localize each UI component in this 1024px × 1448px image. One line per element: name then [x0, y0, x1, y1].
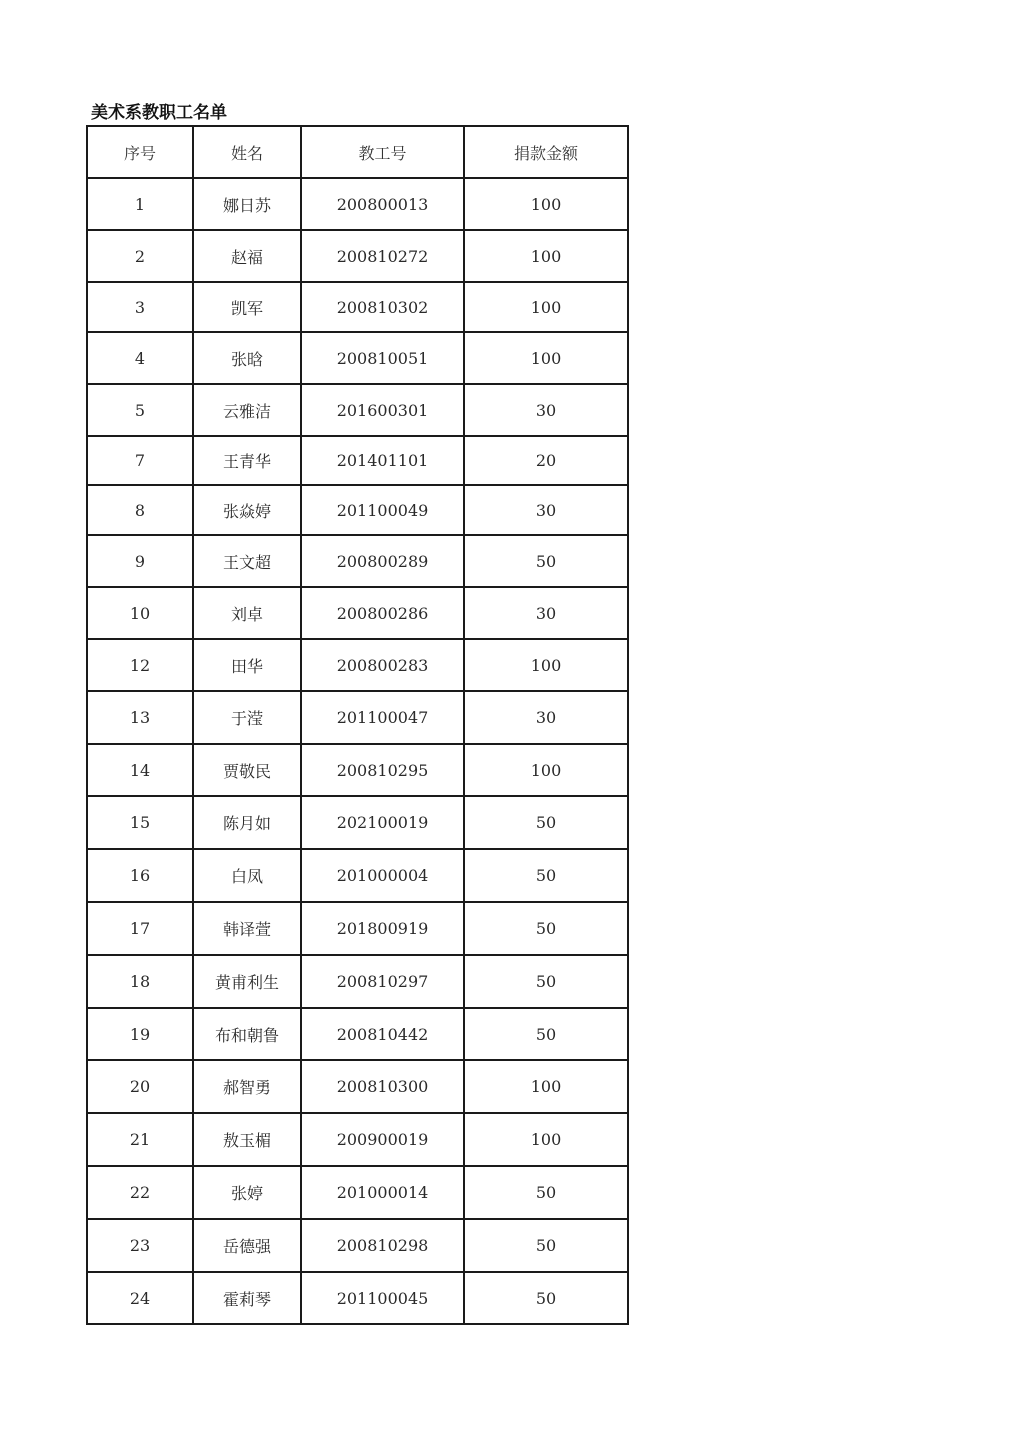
cell-name: 王青华: [193, 436, 301, 485]
table-row: [87, 384, 628, 436]
cell-staff-id: 200800286: [301, 587, 464, 639]
cell-index: 13: [87, 691, 193, 744]
table-row: [87, 639, 628, 691]
cell-index: 15: [87, 796, 193, 849]
table-row: [87, 796, 628, 849]
table-row: [87, 587, 628, 639]
cell-index: 19: [87, 1008, 193, 1060]
cell-amount: 100: [464, 230, 628, 282]
cell-index: 16: [87, 849, 193, 902]
cell-amount: 50: [464, 955, 628, 1008]
table-row: [87, 230, 628, 282]
cell-index: 8: [87, 485, 193, 535]
cell-staff-id: 200810302: [301, 282, 464, 332]
header-row: [87, 126, 628, 178]
cell-staff-id: 200810442: [301, 1008, 464, 1060]
cell-staff-id: 200810298: [301, 1219, 464, 1272]
cell-index: 4: [87, 332, 193, 384]
cell-index: 2: [87, 230, 193, 282]
cell-name: 张晗: [193, 332, 301, 384]
table-row: [87, 332, 628, 384]
cell-name: 布和朝鲁: [193, 1008, 301, 1060]
header-staff-id: 教工号: [301, 126, 464, 178]
cell-index: 1: [87, 178, 193, 230]
cell-amount: 50: [464, 902, 628, 955]
cell-name: 刘卓: [193, 587, 301, 639]
cell-index: 17: [87, 902, 193, 955]
table-row: [87, 1272, 628, 1324]
cell-amount: 50: [464, 796, 628, 849]
table-row: [87, 1060, 628, 1113]
document-title: 美术系教职工名单: [91, 103, 227, 123]
cell-amount: 100: [464, 178, 628, 230]
cell-staff-id: 201100049: [301, 485, 464, 535]
cell-index: 21: [87, 1113, 193, 1166]
cell-staff-id: 202100019: [301, 796, 464, 849]
header-amount: 捐款金额: [464, 126, 628, 178]
cell-name: 黄甫利生: [193, 955, 301, 1008]
header-name: 姓名: [193, 126, 301, 178]
cell-name: 敖玉楣: [193, 1113, 301, 1166]
table-row: [87, 744, 628, 796]
cell-index: 10: [87, 587, 193, 639]
cell-name: 岳德强: [193, 1219, 301, 1272]
staff-donation-table: [86, 125, 629, 1325]
table-row: [87, 1166, 628, 1219]
cell-staff-id: 201100045: [301, 1272, 464, 1324]
cell-index: 23: [87, 1219, 193, 1272]
cell-name: 霍莉琴: [193, 1272, 301, 1324]
cell-staff-id: 201000014: [301, 1166, 464, 1219]
cell-index: 3: [87, 282, 193, 332]
table-row: [87, 1008, 628, 1060]
table-row: [87, 691, 628, 744]
cell-staff-id: 200800289: [301, 535, 464, 587]
cell-staff-id: 201600301: [301, 384, 464, 436]
cell-staff-id: 200810297: [301, 955, 464, 1008]
cell-amount: 100: [464, 332, 628, 384]
cell-amount: 100: [464, 282, 628, 332]
cell-staff-id: 200810300: [301, 1060, 464, 1113]
table-row: [87, 535, 628, 587]
cell-amount: 100: [464, 744, 628, 796]
cell-amount: 100: [464, 1060, 628, 1113]
cell-staff-id: 200810272: [301, 230, 464, 282]
cell-index: 22: [87, 1166, 193, 1219]
cell-index: 14: [87, 744, 193, 796]
cell-name: 韩译萱: [193, 902, 301, 955]
cell-index: 24: [87, 1272, 193, 1324]
cell-amount: 50: [464, 1272, 628, 1324]
cell-name: 贾敬民: [193, 744, 301, 796]
table-row: [87, 178, 628, 230]
cell-staff-id: 201401101: [301, 436, 464, 485]
cell-amount: 100: [464, 639, 628, 691]
header-index: 序号: [87, 126, 193, 178]
cell-amount: 50: [464, 1008, 628, 1060]
cell-name: 白凤: [193, 849, 301, 902]
cell-amount: 50: [464, 1166, 628, 1219]
cell-amount: 30: [464, 485, 628, 535]
cell-name: 陈月如: [193, 796, 301, 849]
cell-staff-id: 201800919: [301, 902, 464, 955]
table-row: [87, 282, 628, 332]
cell-name: 娜日苏: [193, 178, 301, 230]
cell-amount: 30: [464, 691, 628, 744]
cell-index: 12: [87, 639, 193, 691]
cell-name: 凯军: [193, 282, 301, 332]
cell-name: 云雅洁: [193, 384, 301, 436]
cell-staff-id: 201100047: [301, 691, 464, 744]
table-row: [87, 1113, 628, 1166]
table-row: [87, 902, 628, 955]
cell-name: 赵福: [193, 230, 301, 282]
cell-staff-id: 200800283: [301, 639, 464, 691]
table-row: [87, 955, 628, 1008]
cell-staff-id: 200810051: [301, 332, 464, 384]
cell-amount: 50: [464, 1219, 628, 1272]
cell-staff-id: 201000004: [301, 849, 464, 902]
table-row: [87, 1219, 628, 1272]
cell-staff-id: 200900019: [301, 1113, 464, 1166]
cell-amount: 50: [464, 535, 628, 587]
table-row: [87, 436, 628, 485]
cell-name: 于滢: [193, 691, 301, 744]
cell-amount: 30: [464, 587, 628, 639]
cell-name: 张焱婷: [193, 485, 301, 535]
cell-index: 5: [87, 384, 193, 436]
cell-amount: 30: [464, 384, 628, 436]
cell-name: 田华: [193, 639, 301, 691]
cell-name: 张婷: [193, 1166, 301, 1219]
cell-name: 王文超: [193, 535, 301, 587]
cell-staff-id: 200810295: [301, 744, 464, 796]
cell-amount: 100: [464, 1113, 628, 1166]
table-row: [87, 849, 628, 902]
cell-amount: 20: [464, 436, 628, 485]
cell-index: 7: [87, 436, 193, 485]
cell-index: 9: [87, 535, 193, 587]
cell-name: 郝智勇: [193, 1060, 301, 1113]
cell-amount: 50: [464, 849, 628, 902]
cell-index: 18: [87, 955, 193, 1008]
cell-staff-id: 200800013: [301, 178, 464, 230]
cell-index: 20: [87, 1060, 193, 1113]
table-row: [87, 485, 628, 535]
